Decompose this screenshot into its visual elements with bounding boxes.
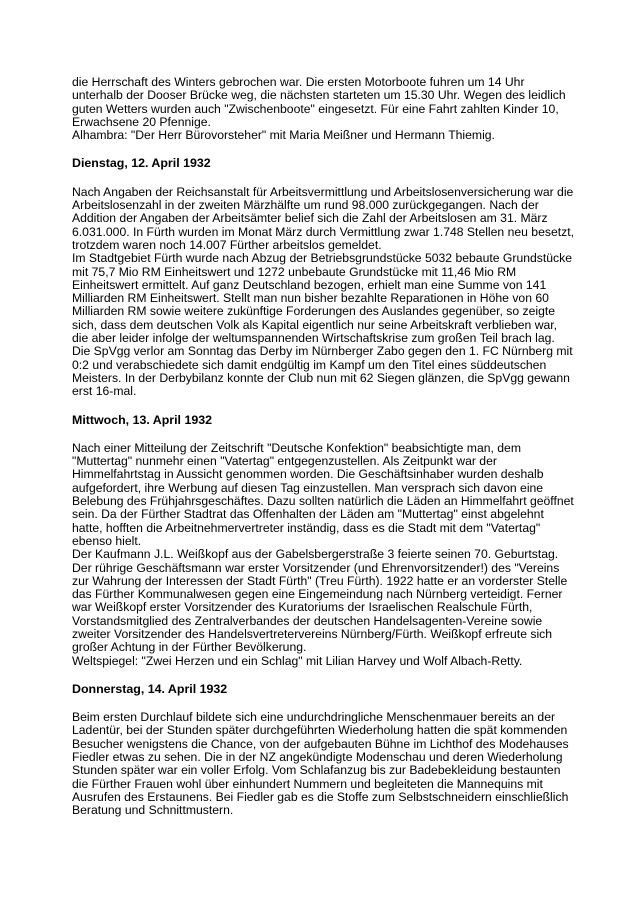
text-line: trotzdem waren noch 14.007 Fürther arbeitslos gemeldet.: [72, 237, 382, 252]
text-line: die Fürther Frauen wohl über einhundert Nummern und begleiteten die Mannequins mit: [72, 776, 543, 791]
text-line: Ausrufen des Erstaunens. Bei Fiedler gab es die Stoffe zum Selbstschneidern einschließlich: [72, 789, 569, 804]
text-line: ebenso hielt.: [72, 533, 142, 548]
entry-mittwoch-13-april-1932: [72, 414, 572, 668]
text-line: erst 16-mal.: [72, 384, 137, 399]
text-line: Alhambra: "Der Herr Bürovorsteher" mit Maria Meißner und Hermann Thiemig.: [72, 128, 495, 143]
text-line: hatte, hofften die Arbeitnehmervertreter inständig, dass es die Stadt mit dem "Vatertag": [72, 520, 541, 535]
entry-heading-mittwoch: Mittwoch, 13. April 1932: [72, 412, 213, 427]
text-line: das Fürther Kommunalwesen gegen eine Eingemeindung nach Nürnberg verteidigt. Ferner: [72, 587, 563, 602]
text-line: Besucher wenigstens die Chance, von der aufgebauten Bühne im Lichthof des Modehauses: [72, 736, 569, 751]
text-line: Beratung und Schnittmustern.: [72, 803, 234, 818]
text-line: Milliarden RM sowie weitere zukünftige Forderungen des Auslandes gegenüber, so zeigte: [72, 304, 556, 319]
entry-heading-donnerstag: Donnerstag, 14. April 1932: [72, 681, 228, 696]
text-line: Nach Angaben der Reichsanstalt für Arbeitsvermittlung und Arbeitslosenversicherung war die: [72, 184, 574, 199]
text-line: unterhalb der Dooser Brücke weg, die nächsten starteten um 15.30 Uhr. Wegen des leidlich: [72, 88, 566, 103]
text-line: Ladentür, bei der Stunden später durchgeführten Wiederholung hatten die spät kommenden: [72, 723, 568, 738]
text-line: sich, dass dem deutschen Volk als Kapital eigentlich nur seine Arbeitskraft verblieben war,: [72, 317, 558, 332]
text-line: Himmelfahrtstag in Aussicht genommen worden. Die Geschäftsinhaber wurden deshalb: [72, 467, 544, 482]
text-line: Der Kaufmann J.L. Weißkopf aus der Gabelsbergerstraße 3 feierte seinen 70. Geburtstag.: [72, 547, 559, 562]
text-line: Erwachsene 20 Pfennige.: [72, 114, 211, 129]
text-line: 0:2 und verabschiedete sich damit endgültig im Kampf um den Titel eines süddeutschen: [72, 357, 547, 372]
entry-dienstag-12-april-1932: [72, 157, 572, 398]
text-line: guten Wetters wurden auch "Zwischenboote" eingesetzt. Für eine Fahrt zahlten Kinder 10,: [72, 101, 559, 116]
text-line: Einheitswert ermittelt. Auf ganz Deutschland bezogen, erhielt man eine Summe von 141: [72, 277, 547, 292]
text-line: die aber leider infolge der weltumspannenden Wirtschaftskrise zum großen Teil brach lag.: [72, 331, 555, 346]
text-line: aufgefordert, ihre Werbung auf diesen Tag einzustellen. Man versprach sich davon eine: [72, 480, 544, 495]
text-line: Beim ersten Durchlauf bildete sich eine undurchdringliche Menschenmauer bereits an der: [72, 710, 556, 725]
entry-donnerstag-14-april-1932: [72, 683, 572, 818]
text-line: Nach einer Mitteilung der Zeitschrift "Deutsche Konfektion" beabsichtigte man, dem: [72, 440, 521, 455]
text-line: Addition der Angaben der Arbeitsämter belief sich die Zahl der Arbeitslosen am 31. März: [72, 211, 548, 226]
entry-body-dienstag: [72, 186, 572, 399]
text-line: Weltspiegel: "Zwei Herzen und ein Schlag" mit Lilian Harvey und Wolf Albach-Retty.: [72, 653, 523, 668]
intro-continuation-paragraph: [72, 76, 572, 142]
entry-body-mittwoch: [72, 442, 572, 668]
text-line: die Herrschaft des Winters gebrochen war. Die ersten Motorboote fuhren um 14 Uhr: [72, 75, 525, 89]
text-line: mit 75,7 Mio RM Einheitswert und 1272 unbebaute Grundstücke mit 11,46 Mio RM: [72, 264, 517, 279]
text-line: Arbeitslosenzahl in der zweiten Märzhälfte um rund 98.000 zurückgegangen. Nach der: [72, 198, 539, 213]
text-line: Milliarden RM Einheitswert. Stellt man nun bisher bezahlte Reparationen in Höhe von 60: [72, 291, 549, 306]
text-line: sein. Da der Fürther Stadtrat das Offenhalten der Läden am "Muttertag" einst abgelehnt: [72, 507, 544, 522]
entry-body-donnerstag: [72, 711, 572, 817]
text-line: zweiter Vorsitzender des Handelsvertretervereins Nürnberg/Fürth. Weißkopf erfreute sich: [72, 626, 553, 641]
text-line: Vorstandsmitglied des Zentralverbandes der deutschen Handelsagenten-Vereine sowie: [72, 613, 543, 628]
text-line: Fiedler etwas zu sehen. Die in der NZ angekündigte Modenschau und deren Wiederholung: [72, 750, 563, 765]
text-line: 6.031.000. In Fürth wurden im Monat März durch Vermittlung zwar 1.748 Stellen neu besetzt,: [72, 224, 574, 239]
text-line: Meisters. In der Derbybilanz konnte der Club nun mit 62 Siegen glänzen, die SpVgg gewann: [72, 370, 570, 385]
text-line: Im Stadtgebiet Fürth wurde nach Abzug der Betriebsgrundstücke 5032 bebaute Grundstücke: [72, 251, 572, 266]
text-line: Stunden später war ein voller Erfolg. Vom Schlafanzug bis zur Badebekleidung bestaunten: [72, 763, 561, 778]
entry-heading-dienstag: Dienstag, 12. April 1932: [72, 156, 211, 171]
text-line: Die SpVgg verlor am Sonntag das Derby im Nürnberger Zabo gegen den 1. FC Nürnberg mit: [72, 344, 573, 359]
text-line: war Weißkopf erster Vorsitzender des Kuratoriums der Israelischen Realschule Fürth,: [72, 600, 533, 615]
text-line: Der rührige Geschäftsmann war erster Vorsitzender (und Ehrenvorsitzender!) des "Vereins: [72, 560, 560, 575]
text-line: Belebung des Frühjahrsgeschäftes. Dazu sollten natürlich die Läden an Himmelfahrt geöffnet: [72, 494, 574, 509]
text-line: zur Wahrung der Interessen der Stadt Fürth" (Treu Fürth). 1922 hatte er an vorderster Stelle: [72, 573, 568, 588]
text-line: "Muttertag" nunmehr einen "Vatertag" entgegenzustellen. Als Zeitpunkt war der: [72, 454, 497, 469]
text-line: großer Achtung in der Fürther Bevölkerung.: [72, 640, 307, 655]
